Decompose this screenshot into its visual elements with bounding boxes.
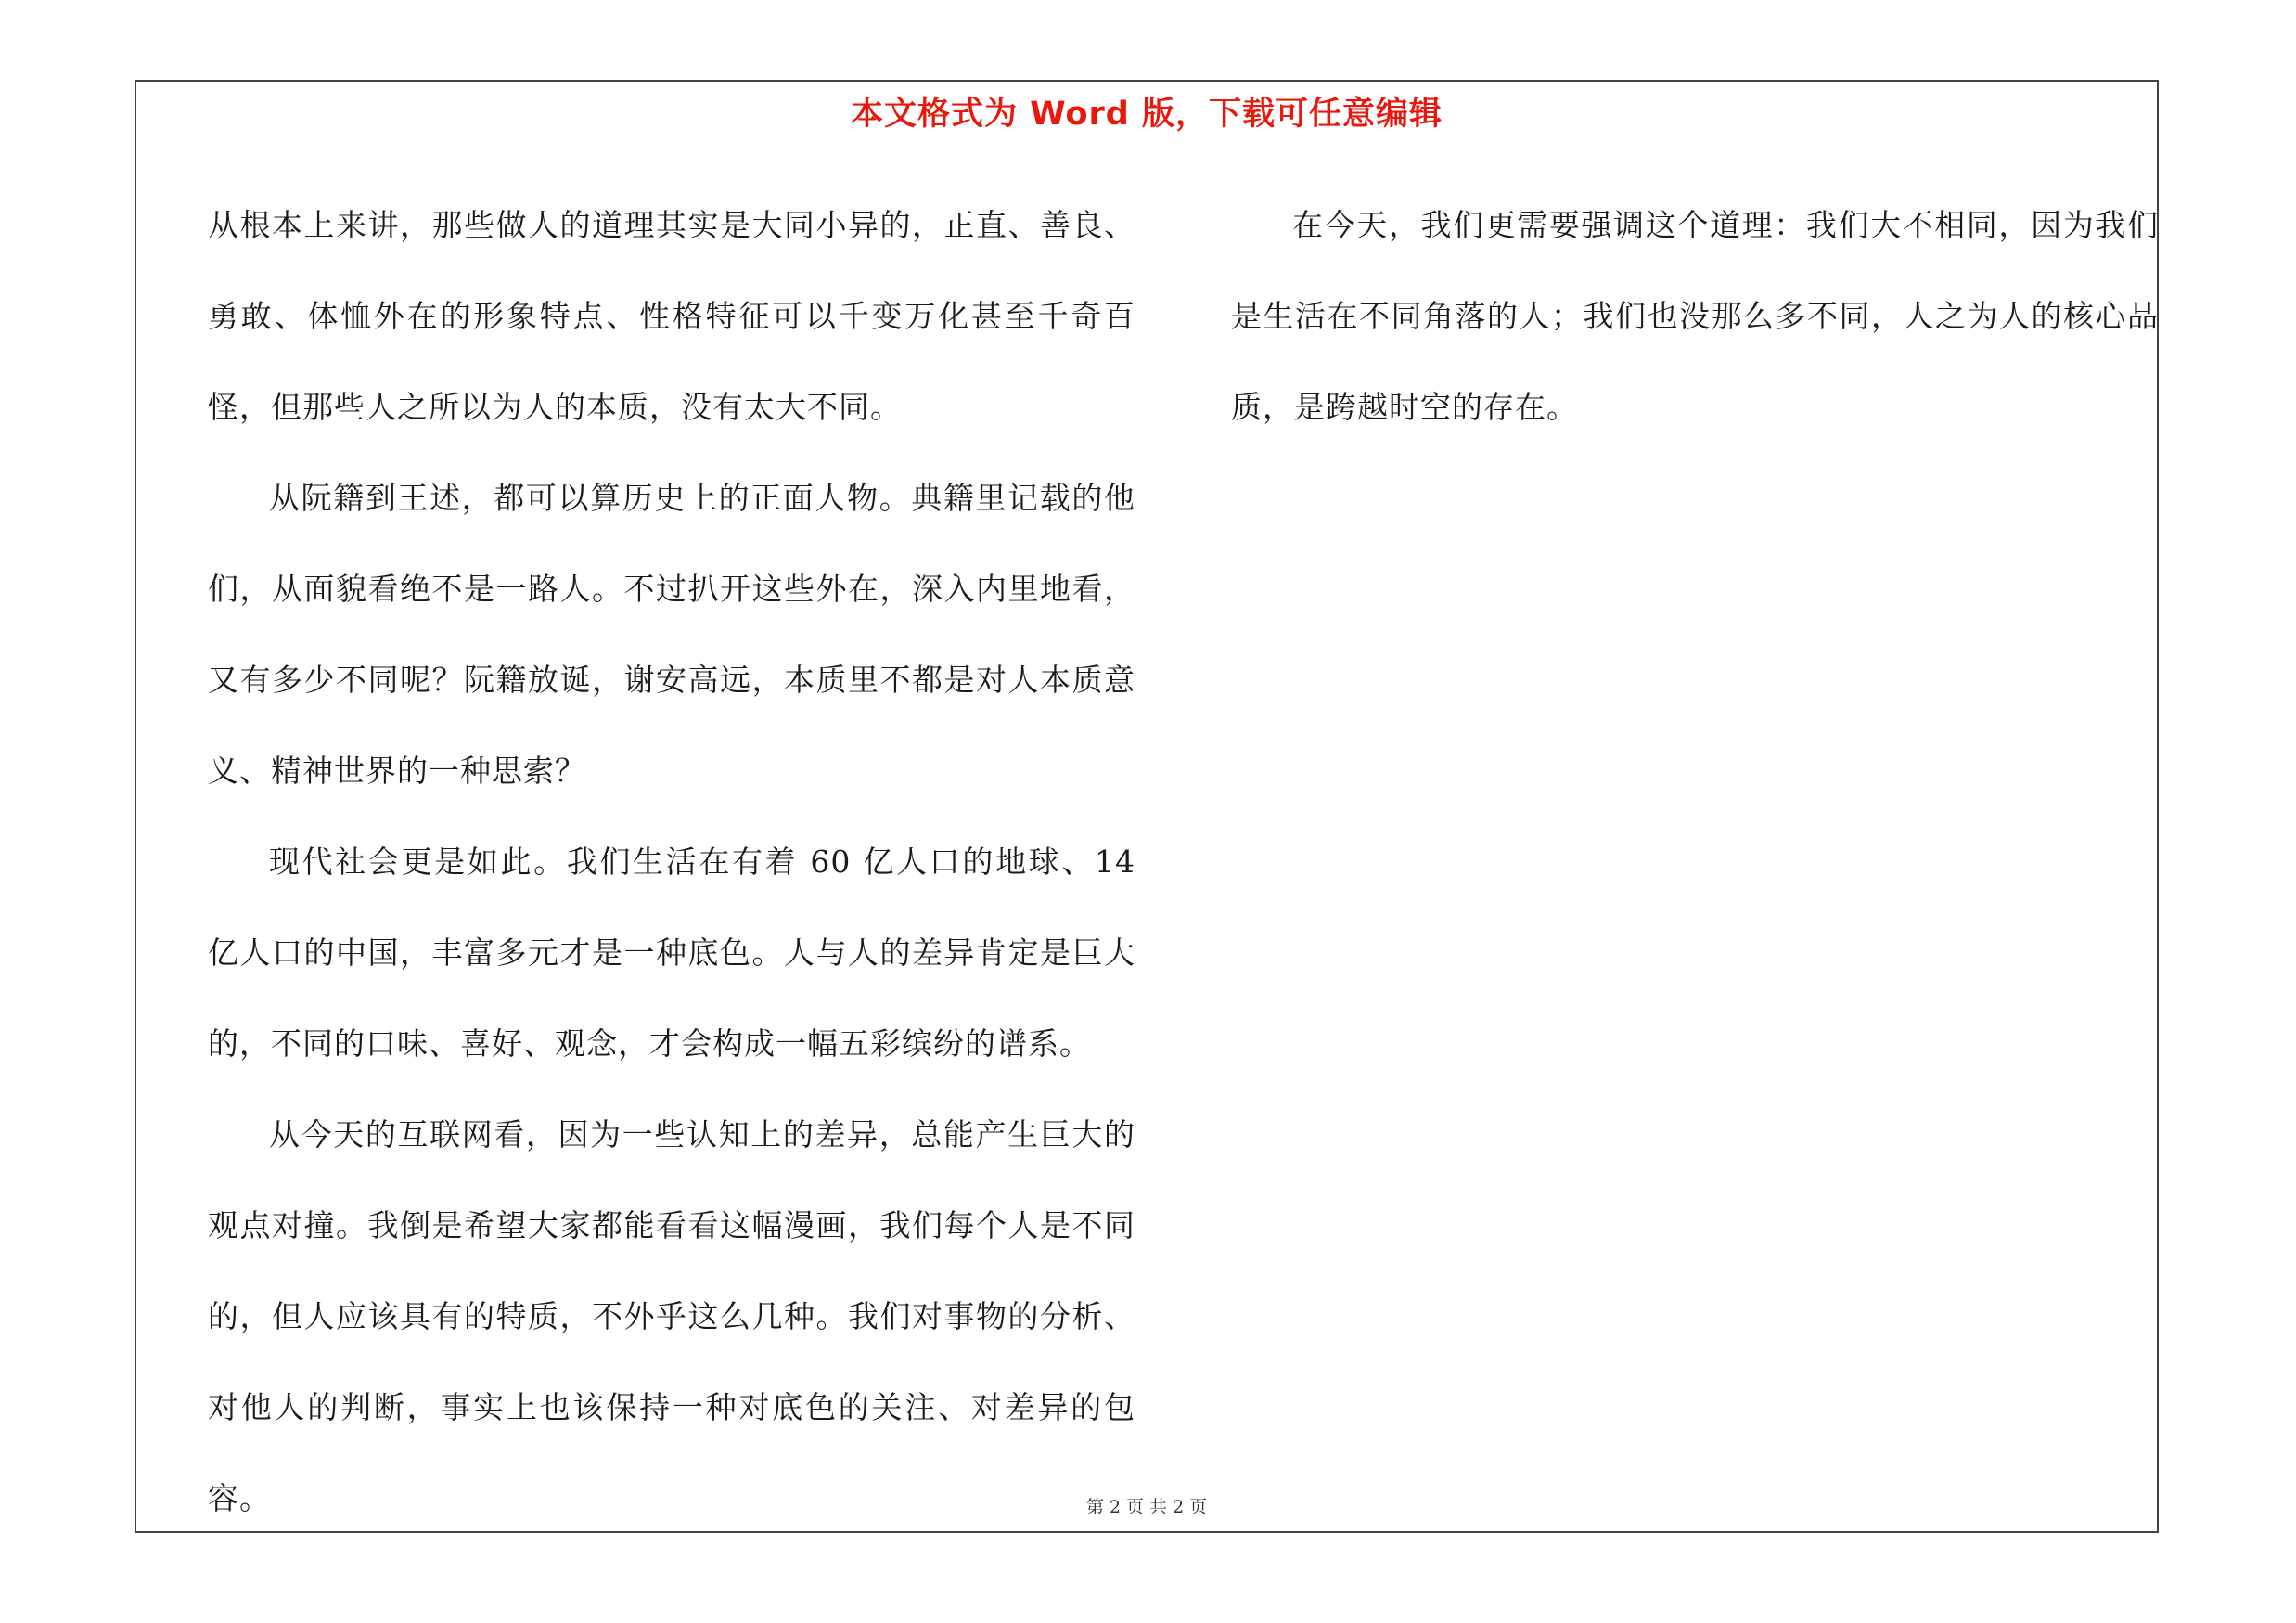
header-banner-text: 本文格式为 Word 版，下载可任意编辑 — [850, 96, 1443, 133]
paragraph: 从今天的互联网看，因为一些认知上的差异，总能产生巨大的观点对撞。我倒是希望大家都能看看这幅漫画，我们每个人是不同的，但人应该具有的特质，不外乎这么几种。我们对事物的分析、对他人的判断，事实上也该保持一种对底色的关注、对差异的包容。 — [208, 1116, 1135, 1516]
paragraph: 从根本上来讲，那些做人的道理其实是大同小异的，正直、善良、勇敢、体恤外在的形象特点、性格特征可以千变万化甚至千奇百怪，但那些人之所以为人的本质，没有太大不同。 — [208, 207, 1135, 425]
left-column — [208, 180, 1135, 1544]
paragraph: 现代社会更是如此。我们生活在有着 60 亿人口的地球、14 亿人口的中国，丰富多元才是一种底色。人与人的差异肯定是巨大的，不同的口味、喜好、观念，才会构成一幅五彩缤纷的谱系。 — [208, 844, 1135, 1062]
page-frame — [135, 80, 2159, 1533]
paragraph: 在今天，我们更需要强调这个道理：我们大不相同，因为我们是生活在不同角落的人；我们也没那么多不同，人之为人的核心品质，是跨越时空的存在。 — [1231, 207, 2159, 425]
page-footer: 第 2 页 共 2 页 — [1085, 1497, 1208, 1517]
paragraph: 从阮籍到王述，都可以算历史上的正面人物。典籍里记载的他们，从面貌看绝不是一路人。不过扒开这些外在，深入内里地看，又有多少不同呢？阮籍放诞，谢安高远，本质里不都是对人本质意义、精神世界的一种思索？ — [208, 480, 1135, 789]
header-banner — [136, 82, 2157, 141]
right-column — [1231, 180, 2159, 453]
